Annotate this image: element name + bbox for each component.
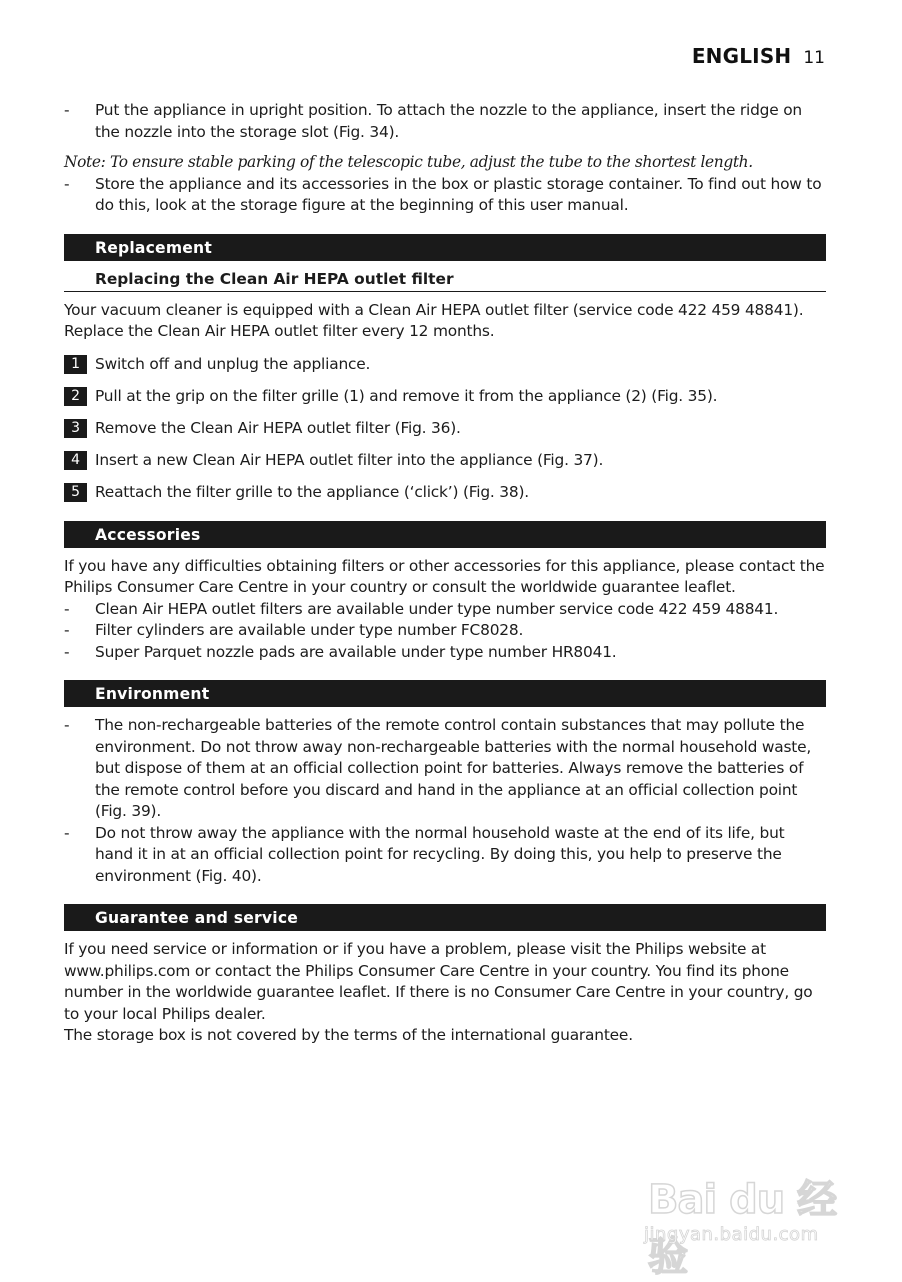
accessory-item	[64, 599, 826, 621]
bullet-dash: -	[64, 621, 70, 639]
subheading-hepa-filter: Replacing the Clean Air HEPA outlet filter	[64, 268, 826, 292]
storage-instruction-text: Put the appliance in upright position. To attach the nozzle to the appliance, insert the ridge on the nozzle into the storage slot (Fig. 34).	[95, 101, 802, 141]
page-header	[692, 44, 825, 68]
storage-box-item	[64, 174, 826, 217]
step-number-box: 3	[64, 419, 87, 438]
step-number-box: 1	[64, 355, 87, 374]
bullet-dash: -	[64, 823, 70, 842]
guarantee-paragraph: If you need service or information or if you have a problem, please visit the Philips website at www.philips.com or contact the Philips Consumer Care Centre in your country. You find its phone number in the worldwide guarantee leaflet. If there is no Consumer Care Centre in your country, go to your local Philips dealer.	[64, 940, 813, 1023]
page-content	[64, 100, 826, 1047]
accessory-item-text: Filter cylinders are available under type number FC8028.	[95, 621, 524, 639]
section-heading-replacement: Replacement	[64, 234, 826, 261]
section-heading-guarantee: Guarantee and service	[64, 904, 826, 931]
bullet-dash: -	[64, 716, 70, 734]
bullet-dash: -	[64, 101, 70, 119]
accessories-intro: If you have any difficulties obtaining filters or other accessories for this appliance, please contact the Philips Consumer Care Centre in your country or consult the worldwide guarantee leaflet.	[64, 556, 825, 596]
environment-item	[64, 823, 826, 888]
page-number: 11	[803, 48, 825, 68]
storage-instruction-item	[64, 100, 826, 143]
step-number-box: 5	[64, 483, 87, 502]
guarantee-storage-box-paragraph: The storage box is not covered by the terms of the international guarantee.	[64, 1026, 633, 1044]
step-text: Reattach the filter grille to the appliance (‘click’) (Fig. 38).	[95, 482, 529, 501]
step-number-box: 2	[64, 387, 87, 406]
section-heading-accessories: Accessories	[64, 521, 826, 548]
step-text: Remove the Clean Air HEPA outlet filter (Fig. 36).	[95, 418, 461, 437]
bullet-dash: -	[64, 642, 70, 661]
baidu-logo: Bai du 经验	[648, 1177, 837, 1280]
storage-box-text: Store the appliance and its accessories in the box or plastic storage container. To find out how to do this, look at the storage figure at the beginning of this user manual.	[95, 174, 822, 214]
bullet-dash: -	[64, 599, 70, 618]
parking-note: Note: To ensure stable parking of the telescopic tube, adjust the tube to the shortest length.	[64, 153, 753, 171]
watermark-url: jingyan.baidu.com	[644, 1224, 819, 1245]
step-text: Pull at the grip on the filter grille (1) and remove it from the appliance (2) (Fig. 35).	[95, 386, 718, 405]
section-heading-environment: Environment	[64, 680, 826, 707]
step-item	[64, 354, 826, 375]
step-number-box: 4	[64, 451, 87, 470]
environment-item	[64, 715, 826, 823]
step-item	[64, 482, 826, 503]
accessory-item-text: Clean Air HEPA outlet filters are available under type number service code 422 459 48841.	[95, 599, 779, 618]
step-item	[64, 386, 826, 407]
baidu-watermark	[644, 1150, 854, 1280]
language-label: ENGLISH	[691, 44, 792, 68]
step-text: Switch off and unplug the appliance.	[95, 354, 371, 373]
environment-item-text: The non-rechargeable batteries of the remote control contain substances that may pollute the environment. Do not throw away non-rechargeable batteries with the normal household waste, but dispose of them at an official collection point for batteries. Always remove the batteries of the remote control before you discard and hand in the appliance at an official collection point (Fig. 39).	[95, 716, 812, 820]
step-item	[64, 418, 826, 439]
accessory-item-text: Super Parquet nozzle pads are available under type number HR8041.	[95, 642, 617, 661]
replacement-intro: Your vacuum cleaner is equipped with a Clean Air HEPA outlet filter (service code 422 459 48841). Replace the Clean Air HEPA outlet filter every 12 months.	[64, 300, 804, 340]
bullet-dash: -	[64, 174, 70, 193]
environment-item-text: Do not throw away the appliance with the normal household waste at the end of its life, but hand it in at an official collection point for recycling. By doing this, you help to preserve the environment (Fig. 40).	[95, 823, 785, 885]
accessory-item	[64, 620, 826, 642]
step-item	[64, 450, 826, 471]
step-text: Insert a new Clean Air HEPA outlet filter into the appliance (Fig. 37).	[95, 450, 604, 469]
accessory-item	[64, 642, 826, 664]
